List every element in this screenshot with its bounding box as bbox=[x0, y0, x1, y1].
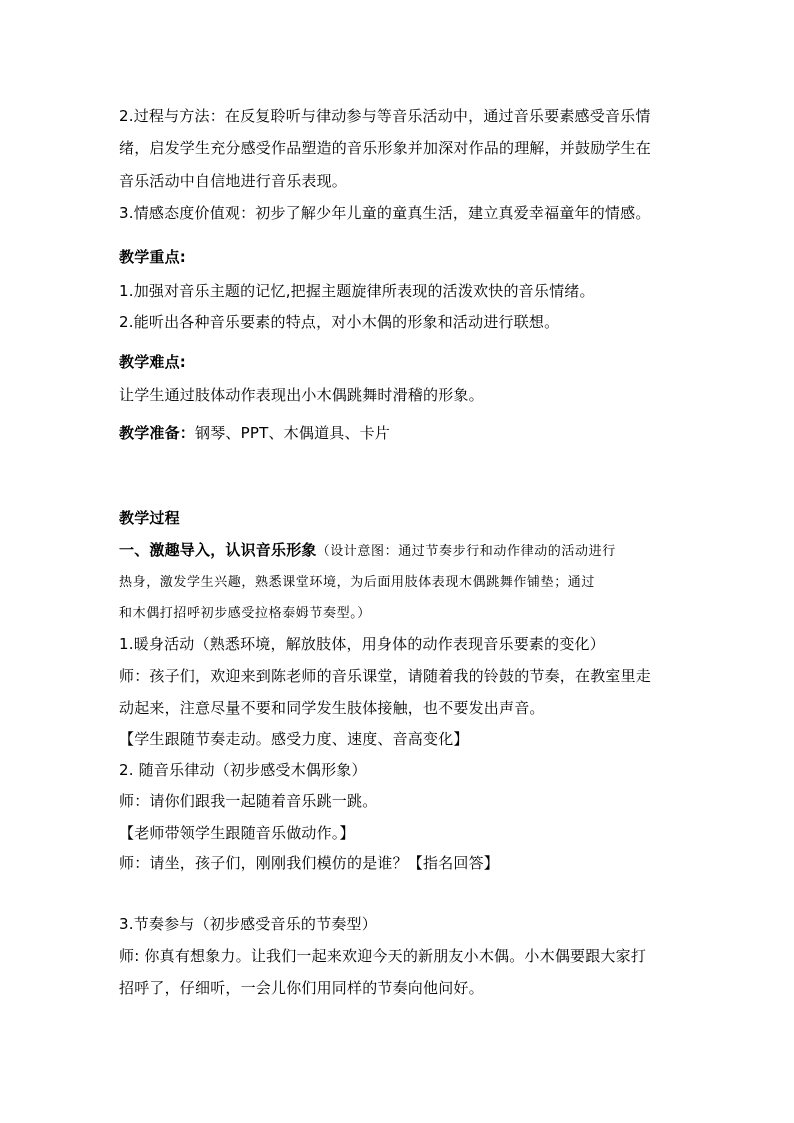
key-point-item: 1.加强对音乐主题的记忆,把握主题旋律所表现的活泼欢快的音乐情绪。 bbox=[119, 282, 595, 300]
process-heading: 教学过程 bbox=[119, 509, 180, 527]
process-line: 1.暖身活动（熟悉环境，解放肢体，用身体的动作表现音乐要素的变化） bbox=[119, 635, 605, 653]
process-line: 2. 随音乐律动（初步感受木偶形象） bbox=[119, 761, 367, 779]
process-line: 师：请你们跟我一起随着音乐跳一跳。 bbox=[119, 792, 378, 810]
section1-design-note: （设计意图：通过节奏步行和动作律动的活动进行 bbox=[316, 544, 616, 559]
process-line: 师：孩子们，欢迎来到陈老师的音乐课堂，请随着我的铃鼓的节奏，在教室里走 bbox=[119, 667, 652, 685]
objective-process-line-1: 2.过程与方法：在反复聆听与律动参与等音乐活动中，通过音乐要素感受音乐情 bbox=[119, 107, 651, 125]
preparation-line bbox=[119, 423, 390, 443]
section1-line-1 bbox=[119, 540, 616, 562]
key-point-item: 2.能听出各种音乐要素的特点，对小木偶的形象和活动进行联想。 bbox=[119, 313, 560, 331]
process-line: 师：请坐，孩子们，刚刚我们模仿的是谁？【指名回答】 bbox=[119, 854, 500, 872]
process-line: 【老师带领学生跟随音乐做动作。】 bbox=[119, 824, 355, 842]
key-points-heading: 教学重点: bbox=[119, 248, 186, 266]
process-line: 师: 你真有想象力。让我们一起来欢迎今天的新朋友小木偶。小木偶要跟大家打 bbox=[119, 947, 647, 965]
objective-emotion: 3.情感态度价值观：初步了解少年儿童的童真生活，建立真爱幸福童年的情感。 bbox=[119, 204, 651, 222]
difficulty-heading: 教学难点: bbox=[119, 353, 186, 371]
section1-design-line-3: 和木偶打招呼初步感受拉格泰姆节奏型。） bbox=[119, 606, 371, 621]
difficulty-text: 让学生通过肢体动作表现出小木偶跳舞时滑稽的形象。 bbox=[119, 386, 484, 404]
process-line: 【学生跟随节奏走动。感受力度、速度、音高变化】 bbox=[119, 730, 469, 748]
process-line: 动起来，注意尽量不要和同学发生肢体接触，也不要发出声音。 bbox=[119, 699, 545, 717]
section1-title: 一、激趣导入，认识音乐形象 bbox=[119, 541, 317, 559]
objective-process-line-3: 音乐活动中自信地进行音乐表现。 bbox=[119, 172, 348, 190]
process-line: 3.节奏参与（初步感受音乐的节奏型） bbox=[119, 915, 377, 933]
section1-design-line-2: 热身，激发学生兴趣，熟悉课堂环境，为后面用肢体表现木偶跳舞作铺垫；通过 bbox=[119, 575, 596, 590]
process-line: 招呼了，仔细听，一会儿你们用同样的节奏向他问好。 bbox=[119, 979, 484, 997]
objective-process-line-2: 绪，启发学生充分感受作品塑造的音乐形象并加深对作品的理解，并鼓励学生在 bbox=[119, 139, 652, 157]
preparation-text: 钢琴、PPT、木偶道具、卡片 bbox=[195, 424, 391, 442]
preparation-label: 教学准备： bbox=[119, 424, 196, 442]
